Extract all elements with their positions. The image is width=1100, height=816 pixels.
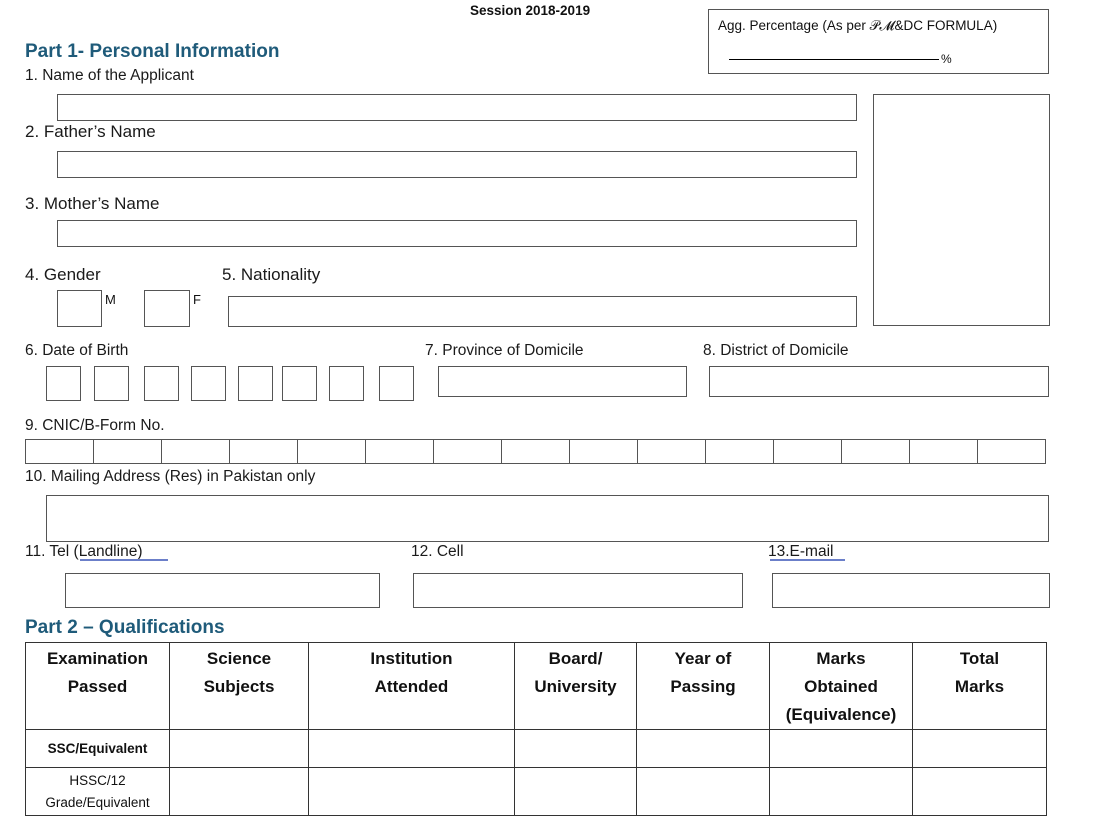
table-cell[interactable] — [913, 730, 1047, 768]
cnic-digit-box[interactable] — [978, 440, 1045, 463]
email-spellcheck-underline — [770, 559, 845, 561]
province-field[interactable] — [438, 366, 687, 397]
exam-cell-hssc: HSSC/12 Grade/Equivalent — [26, 768, 170, 816]
gender-female-label: F — [193, 292, 201, 307]
gender-male-checkbox[interactable] — [57, 290, 102, 327]
dob-digit-box[interactable] — [329, 366, 364, 401]
col-header-science-subjects: Science Subjects — [170, 643, 309, 730]
district-field[interactable] — [709, 366, 1049, 397]
col-header-marks-obtained: Marks Obtained (Equivalence) — [770, 643, 913, 730]
cell-field[interactable] — [413, 573, 743, 608]
dob-digit-box[interactable] — [238, 366, 273, 401]
col-header-year: Year of Passing — [637, 643, 770, 730]
dob-digit-box[interactable] — [379, 366, 414, 401]
email-field[interactable] — [772, 573, 1050, 608]
cnic-field[interactable] — [25, 439, 1046, 464]
tel-spellcheck-underline — [80, 559, 168, 561]
tel-label: 11. Tel (Landline) — [25, 543, 143, 560]
col-header-institution: Institution Attended — [309, 643, 515, 730]
cnic-digit-box[interactable] — [910, 440, 978, 463]
dob-digit-box[interactable] — [144, 366, 179, 401]
table-header-row — [26, 643, 1047, 730]
agg-percentage-line[interactable] — [729, 59, 939, 60]
dob-digit-box[interactable] — [191, 366, 226, 401]
col-header-total-marks: Total Marks — [913, 643, 1047, 730]
cnic-label: 9. CNIC/B-Form No. — [25, 417, 165, 434]
session-title: Session 2018-2019 — [470, 3, 591, 18]
cnic-digit-box[interactable] — [434, 440, 502, 463]
cnic-digit-box[interactable] — [26, 440, 94, 463]
table-cell[interactable] — [637, 730, 770, 768]
table-cell[interactable] — [170, 730, 309, 768]
exam-cell-ssc: SSC/Equivalent — [26, 730, 170, 768]
table-cell[interactable] — [770, 730, 913, 768]
col-header-board: Board/ University — [515, 643, 637, 730]
father-name-label: 2. Father’s Name — [25, 122, 156, 141]
table-cell[interactable] — [170, 768, 309, 816]
tel-field[interactable] — [65, 573, 380, 608]
nationality-label: 5. Nationality — [222, 265, 321, 284]
address-label: 10. Mailing Address (Res) in Pakistan only — [25, 468, 316, 485]
table-row — [26, 730, 1047, 768]
mother-name-field[interactable] — [57, 220, 857, 247]
cnic-digit-box[interactable] — [570, 440, 638, 463]
dob-digit-box[interactable] — [282, 366, 317, 401]
table-cell[interactable] — [309, 730, 515, 768]
col-header-examination: Examination Passed — [26, 643, 170, 730]
address-field[interactable] — [46, 495, 1049, 542]
table-cell[interactable] — [637, 768, 770, 816]
agg-percentage-label: Agg. Percentage (As per 𝒫𝓜&DC FORMULA) — [718, 18, 998, 33]
mother-name-label: 3. Mother’s Name — [25, 194, 160, 213]
cnic-digit-box[interactable] — [638, 440, 706, 463]
cnic-digit-box[interactable] — [774, 440, 842, 463]
photo-box — [873, 94, 1050, 326]
table-cell[interactable] — [770, 768, 913, 816]
gender-female-checkbox[interactable] — [144, 290, 190, 327]
email-label: 13.E-mail — [768, 543, 834, 560]
percent-sign: % — [941, 52, 952, 66]
cnic-digit-box[interactable] — [502, 440, 570, 463]
name-field[interactable] — [57, 94, 857, 121]
dob-digit-box[interactable] — [46, 366, 81, 401]
cnic-digit-box[interactable] — [366, 440, 434, 463]
province-label: 7. Province of Domicile — [425, 342, 584, 359]
table-cell[interactable] — [913, 768, 1047, 816]
dob-label: 6. Date of Birth — [25, 342, 129, 359]
table-cell[interactable] — [309, 768, 515, 816]
part1-title: Part 1- Personal Information — [25, 41, 280, 62]
table-cell[interactable] — [515, 730, 637, 768]
qualifications-table — [25, 642, 1047, 816]
dob-digit-box[interactable] — [94, 366, 129, 401]
cell-label: 12. Cell — [411, 543, 464, 560]
part2-title: Part 2 – Qualifications — [25, 617, 225, 638]
cnic-digit-box[interactable] — [298, 440, 366, 463]
cnic-digit-box[interactable] — [842, 440, 910, 463]
name-label: 1. Name of the Applicant — [25, 67, 194, 84]
father-name-field[interactable] — [57, 151, 857, 178]
cnic-digit-box[interactable] — [230, 440, 298, 463]
cnic-digit-box[interactable] — [162, 440, 230, 463]
gender-male-label: M — [105, 292, 116, 307]
table-row — [26, 768, 1047, 816]
nationality-field[interactable] — [228, 296, 857, 327]
cnic-digit-box[interactable] — [706, 440, 774, 463]
district-label: 8. District of Domicile — [703, 342, 849, 359]
agg-percentage-box — [708, 9, 1049, 74]
cnic-digit-box[interactable] — [94, 440, 162, 463]
gender-label: 4. Gender — [25, 265, 101, 284]
table-cell[interactable] — [515, 768, 637, 816]
